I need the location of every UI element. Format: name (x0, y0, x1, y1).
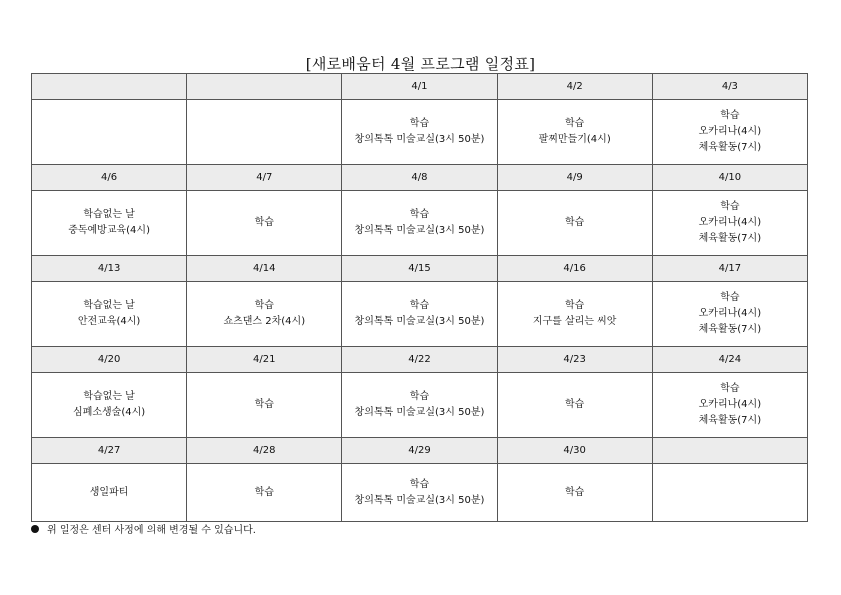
schedule-cell (652, 464, 807, 522)
date-cell (652, 438, 807, 464)
date-cell: 4/30 (497, 438, 652, 464)
schedule-cell (342, 282, 497, 347)
date-cell: 4/6 (32, 165, 187, 191)
schedule-item: 체육활동(7시) (698, 415, 762, 426)
week-date-row (32, 165, 808, 191)
schedule-item: 학습 (409, 209, 430, 220)
schedule-item: 안전교육(4시) (77, 316, 141, 327)
date-cell: 4/7 (187, 165, 342, 191)
date-cell: 4/3 (652, 74, 807, 100)
date-cell: 4/24 (652, 347, 807, 373)
schedule-cell (497, 282, 652, 347)
date-cell: 4/9 (497, 165, 652, 191)
schedule-cell (652, 100, 807, 165)
schedule-cell (187, 464, 342, 522)
schedule-item: 학습 (564, 300, 585, 311)
schedule-cell (32, 464, 187, 522)
schedule-item: 중독예방교육(4시) (68, 225, 150, 236)
schedule-item: 학습 (254, 399, 274, 410)
schedule-item: 학습 (564, 217, 585, 228)
date-cell: 4/17 (652, 256, 807, 282)
date-cell: 4/8 (342, 165, 497, 191)
date-cell: 4/20 (32, 347, 187, 373)
week-date-row (32, 74, 808, 100)
schedule-item: 창의톡톡 미술교실(3시 50분) (354, 134, 485, 145)
bullet-icon (31, 525, 39, 533)
week-date-row (32, 347, 808, 373)
schedule-table (31, 73, 808, 522)
schedule-item: 오카리나(4시) (698, 308, 762, 319)
footnote-text: 위 일정은 센터 사정에 의해 변경될 수 있습니다. (47, 525, 256, 536)
schedule-item: 학습 (564, 118, 585, 129)
schedule-item: 학습없는 날 (83, 300, 135, 311)
date-cell: 4/15 (342, 256, 497, 282)
date-cell: 4/28 (187, 438, 342, 464)
schedule-cell (187, 100, 342, 165)
date-cell: 4/1 (342, 74, 497, 100)
date-cell: 4/10 (652, 165, 807, 191)
week-date-row (32, 256, 808, 282)
schedule-item: 학습 (409, 391, 430, 402)
date-cell (32, 74, 187, 100)
schedule-item: 심폐소생술(4시) (73, 407, 146, 418)
schedule-item: 지구를 살리는 씨앗 (532, 316, 617, 327)
schedule-item: 창의톡톡 미술교실(3시 50분) (354, 225, 485, 236)
schedule-item: 쇼츠댄스 2차(4시) (223, 316, 306, 327)
schedule-cell (652, 282, 807, 347)
schedule-item: 학습없는 날 (83, 209, 135, 220)
date-cell: 4/27 (32, 438, 187, 464)
schedule-item: 학습 (254, 300, 274, 311)
schedule-body (32, 74, 808, 522)
schedule-item: 학습 (720, 292, 740, 303)
schedule-cell (342, 373, 497, 438)
schedule-cell (32, 100, 187, 165)
schedule-item: 오카리나(4시) (698, 126, 762, 137)
schedule-item: 학습 (720, 110, 740, 121)
schedule-cell (32, 373, 187, 438)
date-cell: 4/14 (187, 256, 342, 282)
date-cell: 4/29 (342, 438, 497, 464)
schedule-item: 학습 (254, 486, 274, 498)
schedule-item: 체육활동(7시) (698, 233, 762, 244)
week-content-row (32, 100, 808, 165)
schedule-cell (32, 282, 187, 347)
schedule-cell (342, 191, 497, 256)
date-cell: 4/16 (497, 256, 652, 282)
page-title: [새로배움터 4월 프로그램 일정표] (305, 55, 536, 73)
schedule-cell (342, 100, 497, 165)
schedule-item: 창의톡톡 미술교실(3시 50분) (354, 407, 485, 418)
schedule-cell (187, 282, 342, 347)
week-content-row (32, 373, 808, 438)
schedule-item: 체육활동(7시) (698, 324, 762, 335)
week-date-row (32, 438, 808, 464)
schedule-cell (497, 100, 652, 165)
footnote (31, 521, 256, 536)
week-content-row (32, 282, 808, 347)
schedule-item: 학습 (409, 118, 430, 129)
schedule-cell (32, 191, 187, 256)
schedule-cell (652, 191, 807, 256)
schedule-cell (652, 373, 807, 438)
schedule-cell (497, 464, 652, 522)
schedule-item: 생일파티 (89, 486, 129, 498)
schedule-item: 학습없는 날 (83, 391, 135, 402)
schedule-item: 팔찌만들기(4시) (538, 134, 611, 145)
schedule-cell (342, 464, 497, 522)
schedule-item: 학습 (409, 478, 430, 490)
schedule-item: 학습 (254, 217, 274, 228)
schedule-item: 학습 (720, 201, 740, 212)
date-cell: 4/21 (187, 347, 342, 373)
week-content-row (32, 464, 808, 522)
schedule-cell (187, 373, 342, 438)
date-cell: 4/13 (32, 256, 187, 282)
schedule-item: 체육활동(7시) (698, 142, 762, 153)
schedule-cell (497, 191, 652, 256)
week-content-row (32, 191, 808, 256)
schedule-cell (187, 191, 342, 256)
schedule-item: 학습 (409, 300, 430, 311)
schedule-item: 오카리나(4시) (698, 217, 762, 228)
schedule-cell (497, 373, 652, 438)
schedule-item: 학습 (564, 399, 585, 410)
schedule-item: 창의톡톡 미술교실(3시 50분) (354, 316, 485, 327)
schedule-item: 학습 (720, 383, 740, 394)
date-cell: 4/23 (497, 347, 652, 373)
date-cell: 4/2 (497, 74, 652, 100)
schedule-item: 학습 (564, 486, 585, 498)
date-cell: 4/22 (342, 347, 497, 373)
schedule-item: 오카리나(4시) (698, 399, 762, 410)
schedule-item: 창의톡톡 미술교실(3시 50분) (354, 494, 485, 506)
date-cell (187, 74, 342, 100)
